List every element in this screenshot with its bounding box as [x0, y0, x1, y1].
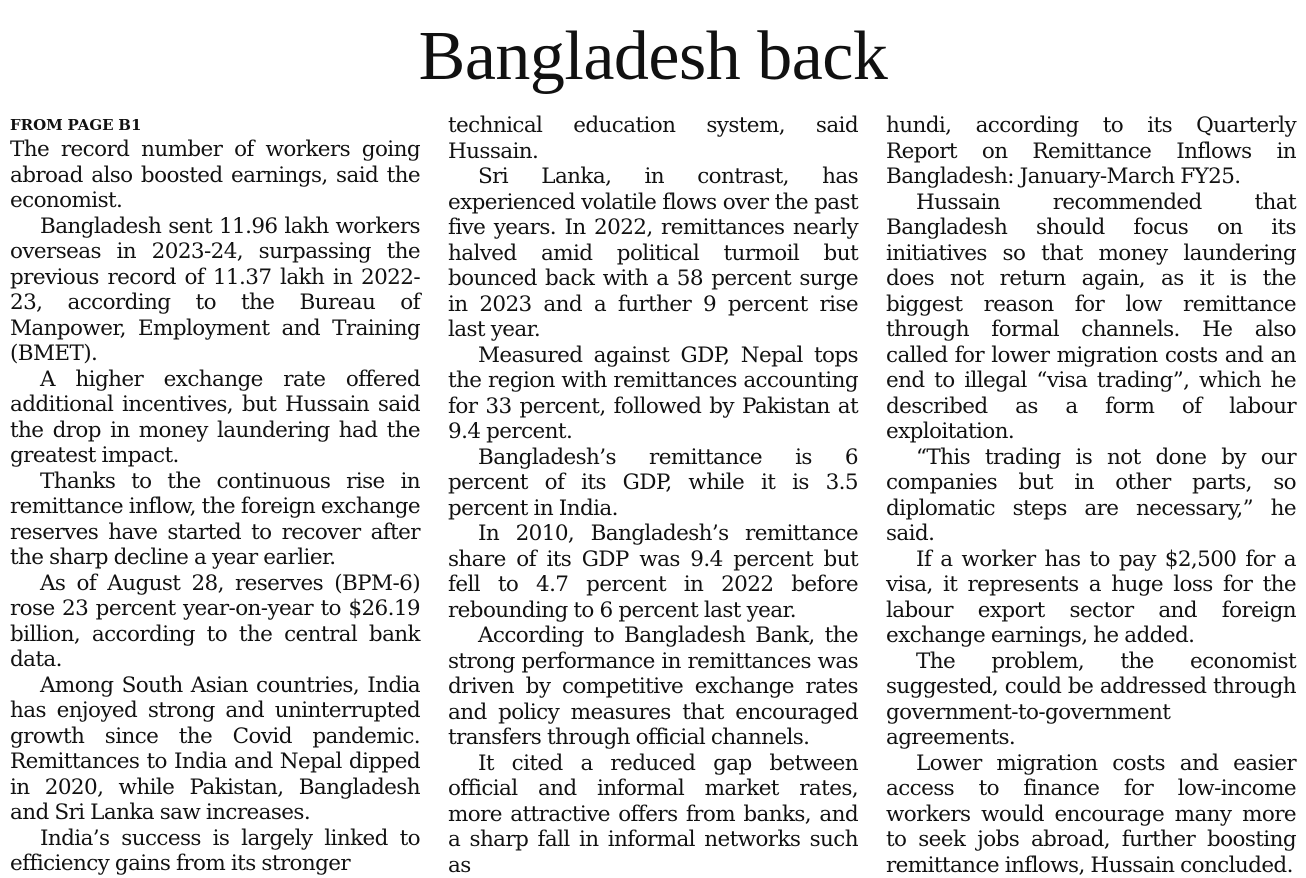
paragraph: A higher exchange rate offered additional incentives, but Hussain said the drop in money laundering had the greatest impact.: [10, 367, 420, 469]
paragraph: Among South Asian countries, India has enjoyed strong and uninterrupted growth since the Covid pandemic. Remittances to India and Nepal dipped in 2020, while Pakistan, Bangladesh and Sri Lanka saw increases.: [10, 673, 420, 826]
paragraph: Lower migration costs and easier access to finance for low-income workers would encourage many more to seek jobs abroad, further boosting remittance inflows, Hussain concluded.: [886, 751, 1296, 878]
paragraph: If a worker has to pay $2,500 for a visa, it represents a huge loss for the labour export sector and foreign exchange earnings, he added.: [886, 547, 1296, 649]
dateline: FROM PAGE B1: [10, 113, 420, 137]
paragraph: Bangladesh’s remittance is 6 percent of its GDP, while it is 3.5 percent in India.: [448, 445, 858, 522]
paragraph: “This trading is not done by our companies but in other parts, so diplomatic steps are necessary,” he said.: [886, 445, 1296, 547]
paragraph: Measured against GDP, Nepal tops the region with remittances accounting for 33 percent, followed by Pakistan at 9.4 percent.: [448, 343, 858, 445]
paragraph: India’s success is largely linked to efficiency gains from its stronger: [10, 826, 420, 877]
paragraph: Sri Lanka, in contrast, has experienced volatile flows over the past five years. In 2022, remittances nearly halved amid political turmoil but bounced back with a 58 percent surge in 2023 and a further 9 percent rise last year.: [448, 164, 858, 343]
paragraph: technical education system, said Hussain.: [448, 113, 858, 164]
paragraph: As of August 28, reserves (BPM-6) rose 23 percent year-on-year to $26.19 billion, according to the central bank data.: [10, 571, 420, 673]
paragraph: The record number of workers going abroad also boosted earnings, said the economist.: [10, 137, 420, 214]
paragraph: According to Bangladesh Bank, the strong performance in remittances was driven by competitive exchange rates and policy measures that encouraged transfers through official channels.: [448, 623, 858, 751]
paragraph: Hussain recommended that Bangladesh should focus on its initiatives so that money laundering does not return again, as it is the biggest reason for low remittance through formal channels. He also called for lower migration costs and an end to illegal “visa trading”, which he described as a form of labour exploitation.: [886, 190, 1296, 445]
paragraph: The problem, the economist suggested, could be addressed through government-to-government agreements.: [886, 649, 1296, 751]
headline: Bangladesh back: [0, 14, 1306, 100]
article-column-3: [886, 113, 1296, 878]
paragraph: Thanks to the continuous rise in remittance inflow, the foreign exchange reserves have started to recover after the sharp decline a year earlier.: [10, 469, 420, 571]
paragraph: It cited a reduced gap between official and informal market rates, more attractive offers from banks, and a sharp fall in informal networks such as: [448, 751, 858, 878]
paragraph: hundi, according to its Quarterly Report on Remittance Inflows in Bangladesh: January-March FY25.: [886, 113, 1296, 190]
article-column-2: [448, 113, 858, 878]
article-column-1: [10, 113, 420, 877]
paragraph: Bangladesh sent 11.96 lakh workers overseas in 2023-24, surpassing the previous record of 11.37 lakh in 2022-23, according to the Bureau of Manpower, Employment and Training (BMET).: [10, 214, 420, 367]
paragraph: In 2010, Bangladesh’s remittance share of its GDP was 9.4 percent but fell to 4.7 percent in 2022 before rebounding to 6 percent last year.: [448, 521, 858, 623]
